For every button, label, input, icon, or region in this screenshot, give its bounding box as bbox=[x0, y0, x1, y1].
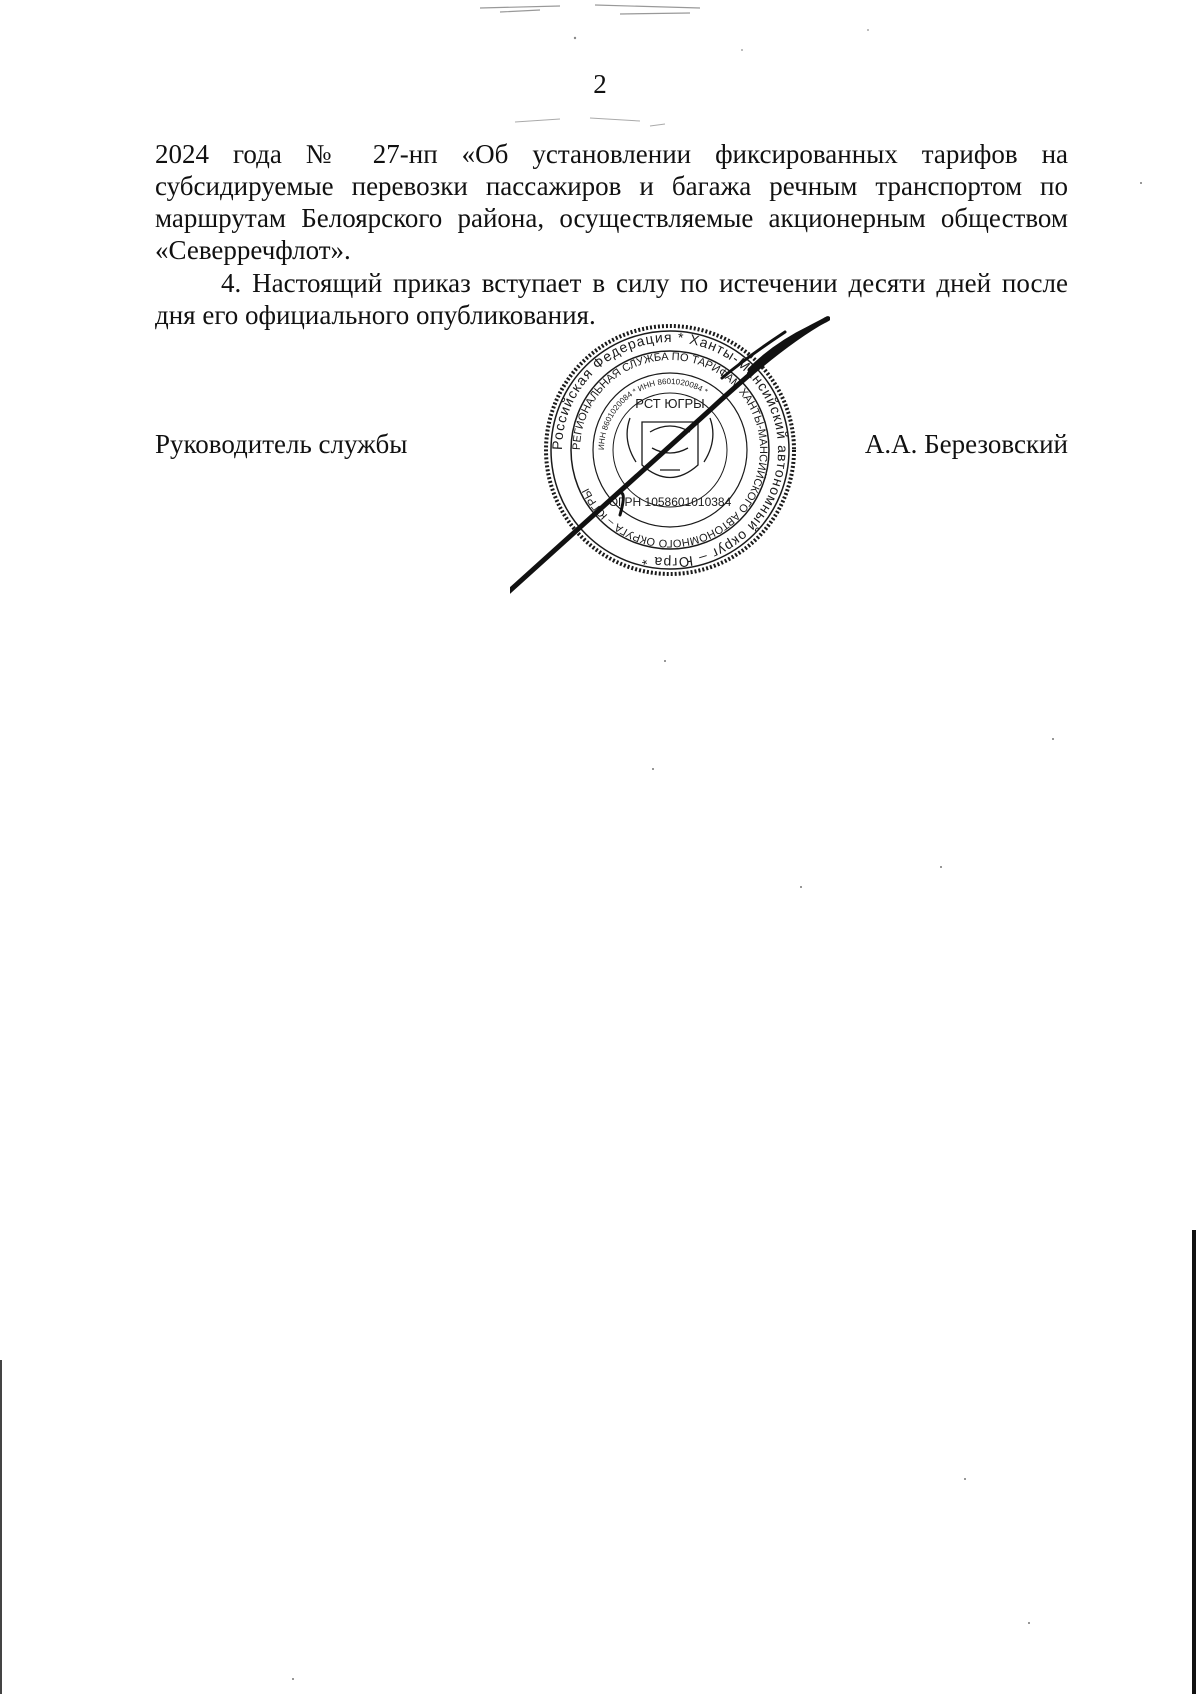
seal-center-text: РСТ ЮГРЫ bbox=[635, 396, 705, 411]
seal-bottom-text: ОГРН 1058601010384 bbox=[608, 495, 732, 509]
seal-outer-text: Российская Федерация * Ханты-Мансийский автономный округ – Югра * bbox=[548, 328, 792, 572]
paragraph-item-4: 4. Настоящий приказ вступает в силу по истечении десяти дней после дня его официального опубликования. bbox=[155, 268, 1068, 330]
scan-speck bbox=[800, 886, 802, 888]
signatory-name: А.А. Березовский bbox=[864, 429, 1068, 459]
scan-speck bbox=[292, 1678, 294, 1680]
scan-speck bbox=[1028, 1622, 1030, 1624]
scan-speck bbox=[1140, 182, 1142, 184]
scan-speck bbox=[1052, 738, 1054, 740]
scan-speck bbox=[940, 866, 942, 868]
official-seal bbox=[510, 300, 830, 600]
scan-edge-mark-left bbox=[0, 1360, 2, 1694]
scan-edge-mark-right bbox=[1192, 1230, 1196, 1694]
paragraph-continuation: 2024 года № 27-нп «Об установлении фиксированных тарифов на субсидируемые перевозки пассажиров и багажа речным транспортом по маршрутам Белоярского района, осуществляемые акционерным обществом «Северречфлот». bbox=[155, 139, 1068, 265]
seal-inner-text: ИНН 8601020084 * ИНН 8601020084 * bbox=[596, 376, 710, 451]
seal-middle-text: РЕГИОНАЛЬНАЯ СЛУЖБА ПО ТАРИФАМ ХАНТЫ-МАНСИЙСКОГО АВТОНОМНОГО ОКРУГА – ЮГРЫ bbox=[570, 350, 770, 550]
scan-speck bbox=[652, 768, 654, 770]
scan-speck bbox=[664, 660, 666, 662]
scan-speck bbox=[964, 1478, 966, 1480]
signatory-title: Руководитель службы bbox=[155, 429, 408, 459]
page-number: 2 bbox=[593, 69, 607, 99]
